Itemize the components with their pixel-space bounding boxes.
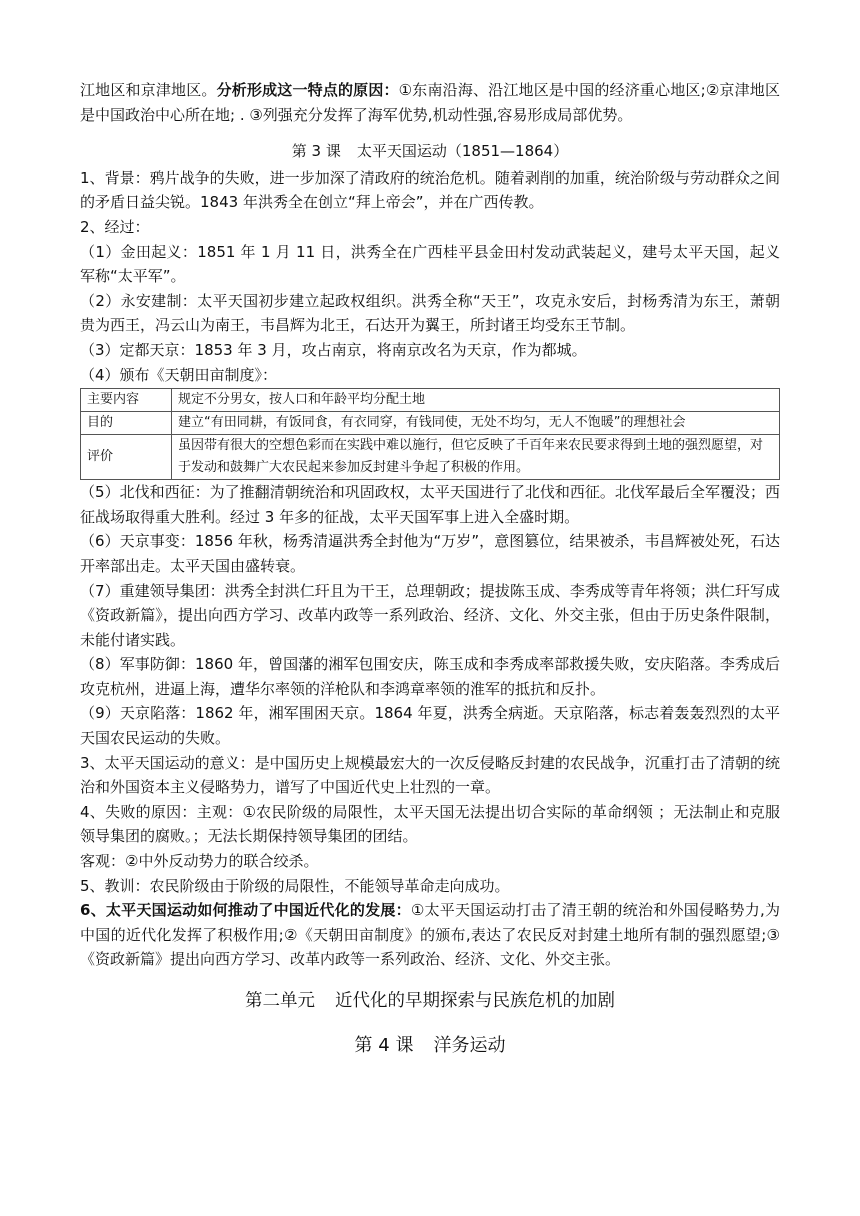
table-content-cell: 虽因带有很大的空想色彩而在实践中难以施行，但它反映了千百年来农民要求得到土地的强烈愿望，对于发动和鼓舞广大农民起来参加反封建斗争起了积极的作用。 [172, 435, 780, 480]
modernization-bold-heading: 6、太平天国运动如何推动了中国近代化的发展： [80, 901, 411, 920]
process-item-9: （9）天京陷落：1862 年，湘军围困天京。1864 年夏，洪秀全病逝。天京陷落，标志着轰轰烈烈的太平天国农民运动的失败。 [80, 704, 780, 748]
intro-paragraph [80, 78, 780, 127]
process-item-4: （4）颁布《天朝田亩制度》： [80, 365, 278, 384]
modernization-rest: ①太平天国运动打击了清王朝的统治和外国侵略势力,为中国的近代化发挥了积极作用;②《天朝田亩制度》的颁布,表达了农民反对封建土地所有制的强烈愿望;③《资政新篇》提出向西方学习、改革内政等一系列政治、经济、文化、外交主张。 [80, 901, 780, 969]
significance-paragraph: 3、太平天国运动的意义：是中国历史上规模最宏大的一次反侵略反封建的农民战争，沉重打击了清朝的统治和外国资本主义侵略势力，谱写了中国近代史上壮烈的一章。 [80, 753, 780, 797]
lesson4-title [80, 1032, 780, 1060]
background-paragraph: 1、背景：鸦片战争的失败，进一步加深了清政府的统治危机。随着剥削的加重，统治阶级与劳动群众之间的矛盾日益尖锐。1843 年洪秀全在创立“拜上帝会”，并在广西传教。 [80, 168, 780, 212]
process-item-6: （6）天京事变：1856 年秋，杨秀清逼洪秀全封他为“万岁”，意图篡位，结果被杀，韦昌辉被处死，石达开率部出走。太平天国由盛转衰。 [80, 532, 780, 575]
lesson3-number: 第 3 课 [291, 142, 341, 161]
table-row [81, 435, 780, 480]
lesson3-name: 太平天国运动（1851—1864） [356, 142, 569, 161]
lesson4-number: 第 4 课 [354, 1035, 414, 1056]
table-content-cell: 建立“有田同耕，有饭同食，有衣同穿，有钱同使，无处不均匀，无人不饱暖”的理想社会 [172, 412, 780, 435]
table-label-cell: 评价 [81, 435, 172, 480]
intro-rest: ①东南沿海、沿江地区是中国的经济重心地区;②京津地区是中国政治中心所在地; . ③列强充分发挥了海军优势,机动性强,容易形成局部优势。 [80, 81, 780, 124]
modernization-paragraph [80, 898, 780, 972]
tianchao-table [80, 388, 780, 480]
unit2-title [80, 988, 780, 1014]
intro-start: 江地区和京津地区。 [80, 81, 217, 99]
unit2-name: 近代化的早期探索与民族危机的加剧 [335, 991, 615, 1011]
table-row [81, 412, 780, 435]
table-content-cell: 规定不分男女，按人口和年龄平均分配土地 [172, 389, 780, 412]
table-label-cell: 主要内容 [81, 389, 172, 412]
lesson-paragraph: 5、教训：农民阶级由于阶级的局限性，不能领导革命走向成功。 [80, 876, 510, 895]
process-item-2: （2）永安建制：太平天国初步建立起政权组织。洪秀全称“天王”，攻克永安后，封杨秀清为东王，萧朝贵为西王，冯云山为南王，韦昌辉为北王，石达开为翼王，所封诸王均受东王节制。 [80, 291, 780, 335]
process-item-7: （7）重建领导集团：洪秀全封洪仁玕且为干王，总理朝政；提拔陈玉成、李秀成等青年将领；洪仁玕写成《资政新篇》，提出向西方学习、改革内政等一系列政治、经济、文化、外交主张，但由于历史条件限制，未能付诸实践。 [80, 581, 780, 649]
failure-objective-paragraph: 客观：②中外反动势力的联合绞杀。 [80, 852, 319, 871]
process-item-1: （1）金田起义：1851 年 1 月 11 日，洪秀全在广西桂平县金田村发动武装起义，建号太平天国，起义军称“太平军”。 [80, 242, 780, 286]
process-item-5: （5）北伐和西征：为了推翻清朝统治和巩固政权，太平天国进行了北伐和西征。北伐军最后全军覆没；西征战场取得重大胜利。经过 3 年多的征战，太平天国军事上进入全盛时期。 [80, 483, 780, 526]
process-item-3: （3）定都天京：1853 年 3 月，攻占南京，将南京改名为天京，作为都城。 [80, 340, 587, 359]
document-page [80, 78, 780, 1060]
table-label-cell: 目的 [81, 412, 172, 435]
lesson4-name: 洋务运动 [433, 1035, 506, 1056]
process-heading: 2、经过： [80, 217, 150, 236]
table-row [81, 389, 780, 412]
lesson3-title [80, 139, 780, 164]
unit2-number: 第二单元 [245, 991, 315, 1011]
intro-bold-heading: 分析形成这一特点的原因： [216, 81, 399, 99]
failure-reasons-paragraph: 4、失败的原因：主观：①农民阶级的局限性，太平天国无法提出切合实际的革命纲领 ；无法制止和克服领导集团的腐败。；无法长期保持领导集团的团结。 [80, 802, 780, 846]
process-item-8: （8）军事防御：1860 年，曾国藩的湘军包围安庆，陈玉成和李秀成率部救援失败，安庆陷落。李秀成后攻克杭州，进逼上海，遭华尔率领的洋枪队和李鸿章率领的淮军的抵抗和反扑。 [80, 655, 780, 698]
